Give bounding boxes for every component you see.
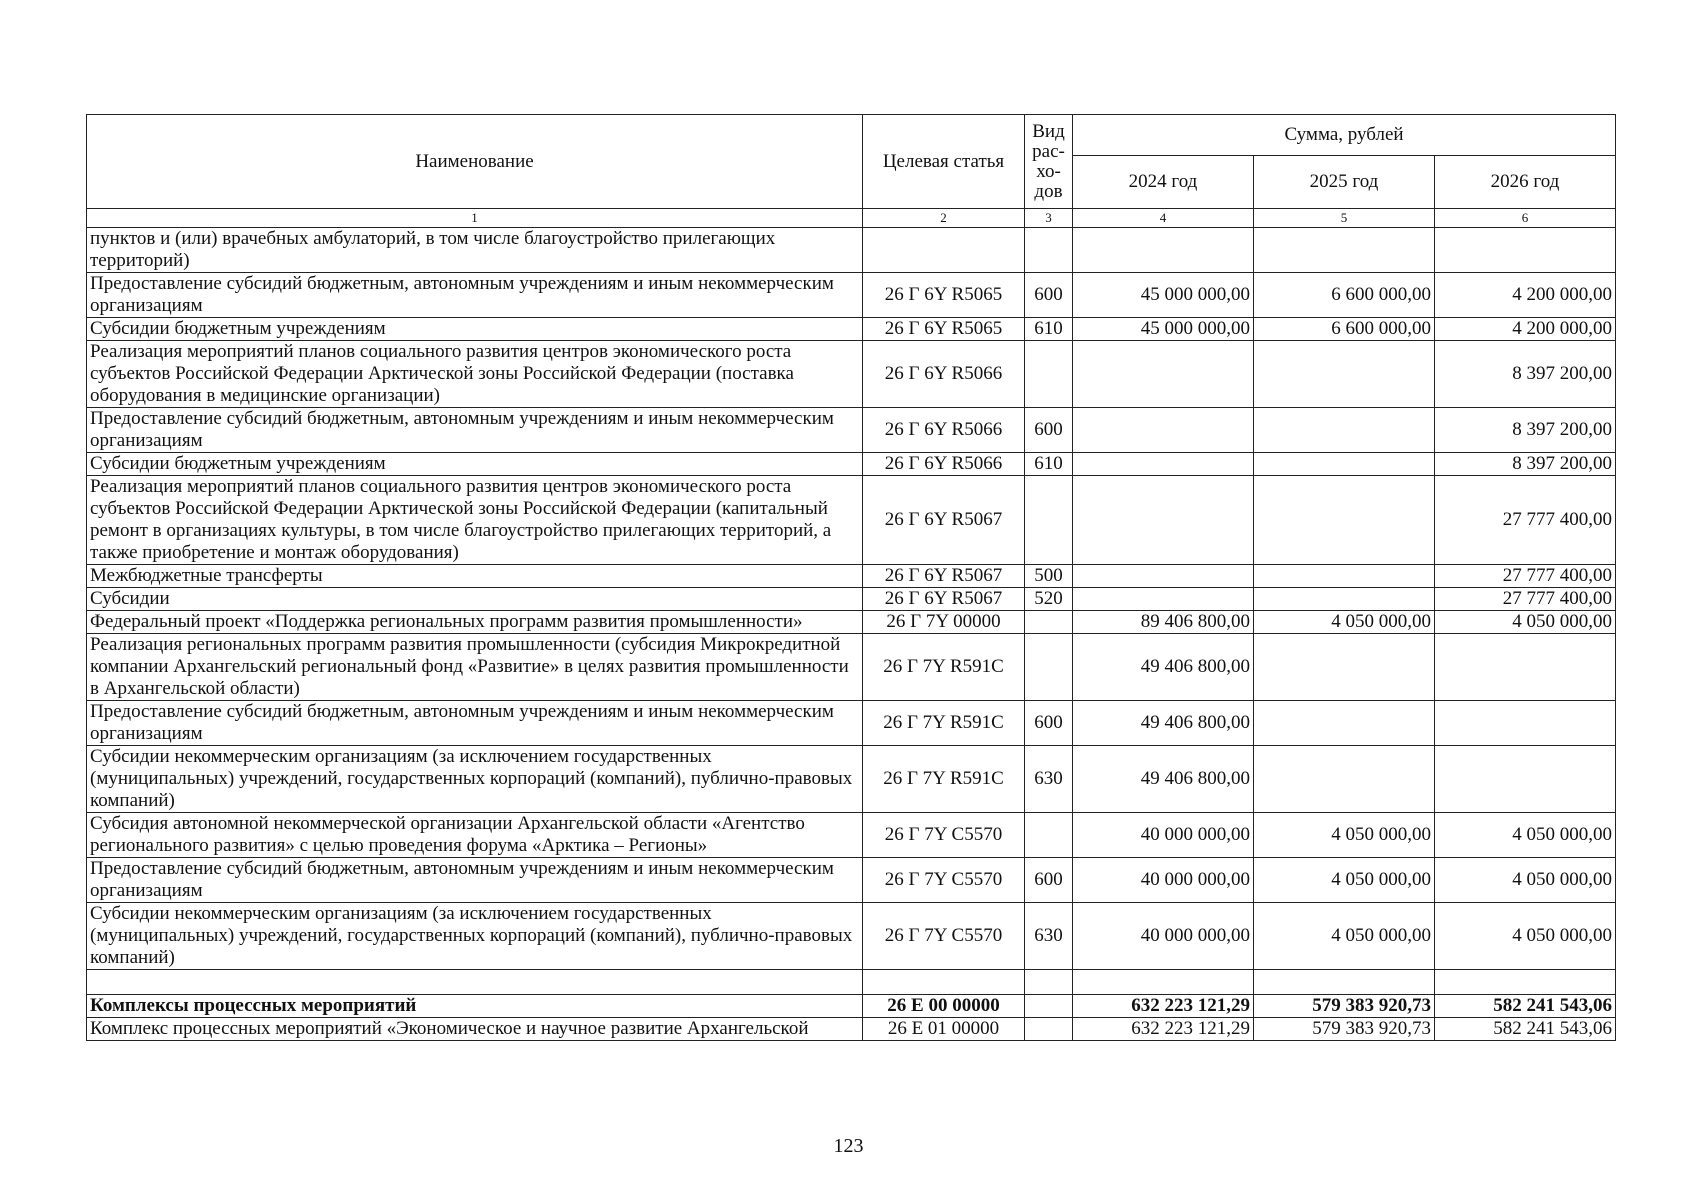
table-row [87, 565, 1616, 588]
row-expense-type: 600 [1025, 701, 1073, 746]
row-name [87, 970, 863, 995]
row-expense-type: 520 [1025, 588, 1073, 611]
row-amount-2026: 4 050 000,00 [1435, 858, 1616, 903]
row-name: Предоставление субсидий бюджетным, автономным учреждениям и иным некоммерческим организациям [87, 858, 863, 903]
row-amount-2024: 45 000 000,00 [1073, 318, 1254, 341]
row-target-article: 26 Г 7Y C5570 [863, 813, 1025, 858]
row-target-article: 26 Г 7Y C5570 [863, 858, 1025, 903]
row-amount-2026: 27 777 400,00 [1435, 588, 1616, 611]
row-amount-2025 [1254, 701, 1435, 746]
row-amount-2026: 4 050 000,00 [1435, 903, 1616, 970]
page-number: 123 [833, 1135, 864, 1157]
row-amount-2025: 6 600 000,00 [1254, 318, 1435, 341]
row-name: Реализация мероприятий планов социального развития центров экономического роста субъектов Российской Федерации Арктической зоны Российской Федерации (поставка оборудования в медицинские организации) [87, 341, 863, 408]
row-amount-2024 [1073, 408, 1254, 453]
table-row [87, 995, 1616, 1018]
row-amount-2026 [1435, 228, 1616, 273]
table-row [87, 453, 1616, 476]
row-expense-type: 630 [1025, 746, 1073, 813]
row-target-article: 26 Е 00 00000 [863, 995, 1025, 1018]
row-target-article: 26 Г 6Y R5066 [863, 408, 1025, 453]
table-row [87, 701, 1616, 746]
header-target-article: Целевая статья [863, 115, 1025, 209]
row-amount-2025 [1254, 970, 1435, 995]
column-number: 2 [863, 209, 1025, 228]
row-amount-2025 [1254, 228, 1435, 273]
row-target-article: 26 Г 6Y R5067 [863, 565, 1025, 588]
row-amount-2024: 632 223 121,29 [1073, 995, 1254, 1018]
row-amount-2026: 8 397 200,00 [1435, 408, 1616, 453]
row-amount-2026: 8 397 200,00 [1435, 453, 1616, 476]
table-row [87, 408, 1616, 453]
row-name: Субсидии некоммерческим организациям (за исключением государственных (муниципальных) учреждений, государственных корпораций (компаний), публично-правовых компаний) [87, 746, 863, 813]
row-amount-2025: 579 383 920,73 [1254, 995, 1435, 1018]
column-number: 6 [1435, 209, 1616, 228]
row-name: Комплекс процессных мероприятий «Экономическое и научное развитие Архангельской [87, 1018, 863, 1041]
row-target-article: 26 Г 6Y R5065 [863, 273, 1025, 318]
row-amount-2024: 40 000 000,00 [1073, 858, 1254, 903]
row-amount-2024: 632 223 121,29 [1073, 1018, 1254, 1041]
row-amount-2025 [1254, 588, 1435, 611]
table-row [87, 746, 1616, 813]
row-amount-2024: 49 406 800,00 [1073, 746, 1254, 813]
row-target-article: 26 Г 6Y R5066 [863, 453, 1025, 476]
header-year-2026: 2026 год [1435, 156, 1616, 209]
row-expense-type: 500 [1025, 565, 1073, 588]
row-name: Межбюджетные трансферты [87, 565, 863, 588]
table-row [87, 1018, 1616, 1041]
row-amount-2026: 582 241 543,06 [1435, 1018, 1616, 1041]
row-name: Субсидии бюджетным учреждениям [87, 453, 863, 476]
row-name: Субсидии некоммерческим организациям (за исключением государственных (муниципальных) учреждений, государственных корпораций (компаний), публично-правовых компаний) [87, 903, 863, 970]
row-amount-2024 [1073, 476, 1254, 565]
row-amount-2024 [1073, 565, 1254, 588]
row-amount-2026: 4 050 000,00 [1435, 611, 1616, 634]
row-amount-2025 [1254, 565, 1435, 588]
row-amount-2024 [1073, 588, 1254, 611]
row-expense-type [1025, 1018, 1073, 1041]
row-amount-2025: 6 600 000,00 [1254, 273, 1435, 318]
row-expense-type [1025, 634, 1073, 701]
row-target-article: 26 Е 01 00000 [863, 1018, 1025, 1041]
row-amount-2025 [1254, 341, 1435, 408]
row-expense-type: 610 [1025, 318, 1073, 341]
header-name: Наименование [87, 115, 863, 209]
header-year-2024: 2024 год [1073, 156, 1254, 209]
row-amount-2025: 4 050 000,00 [1254, 611, 1435, 634]
row-expense-type: 630 [1025, 903, 1073, 970]
row-name: Предоставление субсидий бюджетным, автономным учреждениям и иным некоммерческим организациям [87, 273, 863, 318]
table-row [87, 634, 1616, 701]
row-amount-2026: 4 200 000,00 [1435, 273, 1616, 318]
row-amount-2024: 45 000 000,00 [1073, 273, 1254, 318]
row-name: Субсидии [87, 588, 863, 611]
header-year-2025: 2025 год [1254, 156, 1435, 209]
header-expense-type: Вид рас-хо-дов [1025, 115, 1073, 209]
row-name: пунктов и (или) врачебных амбулаторий, в том числе благоустройство прилегающих территорий) [87, 228, 863, 273]
row-amount-2025: 4 050 000,00 [1254, 813, 1435, 858]
table-row [87, 588, 1616, 611]
table-row [87, 318, 1616, 341]
row-amount-2024: 49 406 800,00 [1073, 634, 1254, 701]
table-row [87, 611, 1616, 634]
row-amount-2024 [1073, 453, 1254, 476]
row-amount-2024: 40 000 000,00 [1073, 903, 1254, 970]
header-sum: Сумма, рублей [1073, 115, 1616, 156]
row-amount-2025: 579 383 920,73 [1254, 1018, 1435, 1041]
row-target-article: 26 Г 7Y C5570 [863, 903, 1025, 970]
row-amount-2026 [1435, 634, 1616, 701]
column-number: 5 [1254, 209, 1435, 228]
row-name: Реализация региональных программ развития промышленности (субсидия Микрокредитной компании Архангельский региональный фонд «Развитие» в целях развития промышленности в Архангельской области) [87, 634, 863, 701]
row-target-article [863, 970, 1025, 995]
table-row [87, 858, 1616, 903]
row-expense-type [1025, 228, 1073, 273]
row-amount-2026: 27 777 400,00 [1435, 565, 1616, 588]
row-amount-2026: 27 777 400,00 [1435, 476, 1616, 565]
row-amount-2025 [1254, 746, 1435, 813]
row-amount-2026: 8 397 200,00 [1435, 341, 1616, 408]
row-name: Предоставление субсидий бюджетным, автономным учреждениям и иным некоммерческим организациям [87, 408, 863, 453]
row-target-article: 26 Г 7Y R591C [863, 746, 1025, 813]
row-expense-type [1025, 341, 1073, 408]
row-target-article: 26 Г 6Y R5065 [863, 318, 1025, 341]
row-name: Федеральный проект «Поддержка региональных программ развития промышленности» [87, 611, 863, 634]
row-expense-type [1025, 995, 1073, 1018]
row-expense-type: 610 [1025, 453, 1073, 476]
row-expense-type [1025, 813, 1073, 858]
table-row [87, 476, 1616, 565]
row-target-article: 26 Г 6Y R5067 [863, 588, 1025, 611]
row-amount-2026: 582 241 543,06 [1435, 995, 1616, 1018]
row-amount-2025 [1254, 453, 1435, 476]
row-target-article: 26 Г 7Y R591C [863, 701, 1025, 746]
table-body [87, 228, 1616, 1041]
table-row [87, 903, 1616, 970]
row-amount-2026 [1435, 970, 1616, 995]
column-numbers-row [87, 209, 1616, 228]
row-amount-2024 [1073, 341, 1254, 408]
row-amount-2024: 49 406 800,00 [1073, 701, 1254, 746]
row-amount-2025 [1254, 634, 1435, 701]
row-target-article: 26 Г 7Y R591C [863, 634, 1025, 701]
row-amount-2024: 89 406 800,00 [1073, 611, 1254, 634]
row-name: Субсидии бюджетным учреждениям [87, 318, 863, 341]
row-amount-2025 [1254, 408, 1435, 453]
table-row [87, 970, 1616, 995]
table-row [87, 813, 1616, 858]
row-amount-2024 [1073, 228, 1254, 273]
column-number: 1 [87, 209, 863, 228]
row-amount-2025: 4 050 000,00 [1254, 858, 1435, 903]
column-number: 3 [1025, 209, 1073, 228]
row-target-article: 26 Г 6Y R5067 [863, 476, 1025, 565]
row-target-article: 26 Г 6Y R5066 [863, 341, 1025, 408]
table-row [87, 228, 1616, 273]
row-name: Реализация мероприятий планов социального развития центров экономического роста субъектов Российской Федерации Арктической зоны Российской Федерации (капитальный ремонт в организациях культуры, в том числе благоустройство прилегающих территорий, а также приобретение и монтаж оборудования) [87, 476, 863, 565]
row-expense-type: 600 [1025, 408, 1073, 453]
row-expense-type [1025, 611, 1073, 634]
column-number: 4 [1073, 209, 1254, 228]
row-expense-type: 600 [1025, 273, 1073, 318]
row-amount-2025: 4 050 000,00 [1254, 903, 1435, 970]
row-amount-2024 [1073, 970, 1254, 995]
table-row [87, 273, 1616, 318]
row-amount-2025 [1254, 476, 1435, 565]
row-amount-2026 [1435, 746, 1616, 813]
row-name: Субсидия автономной некоммерческой организации Архангельской области «Агентство регионального развития» с целью проведения форума «Арктика – Регионы» [87, 813, 863, 858]
table-header [87, 115, 1616, 228]
budget-table [86, 114, 1616, 1041]
row-expense-type: 600 [1025, 858, 1073, 903]
row-amount-2026: 4 050 000,00 [1435, 813, 1616, 858]
row-amount-2026: 4 200 000,00 [1435, 318, 1616, 341]
row-target-article: 26 Г 7Y 00000 [863, 611, 1025, 634]
row-target-article [863, 228, 1025, 273]
row-expense-type [1025, 476, 1073, 565]
row-name: Комплексы процессных мероприятий [87, 995, 863, 1018]
table-row [87, 341, 1616, 408]
row-name: Предоставление субсидий бюджетным, автономным учреждениям и иным некоммерческим организациям [87, 701, 863, 746]
row-amount-2026 [1435, 701, 1616, 746]
row-amount-2024: 40 000 000,00 [1073, 813, 1254, 858]
row-expense-type [1025, 970, 1073, 995]
